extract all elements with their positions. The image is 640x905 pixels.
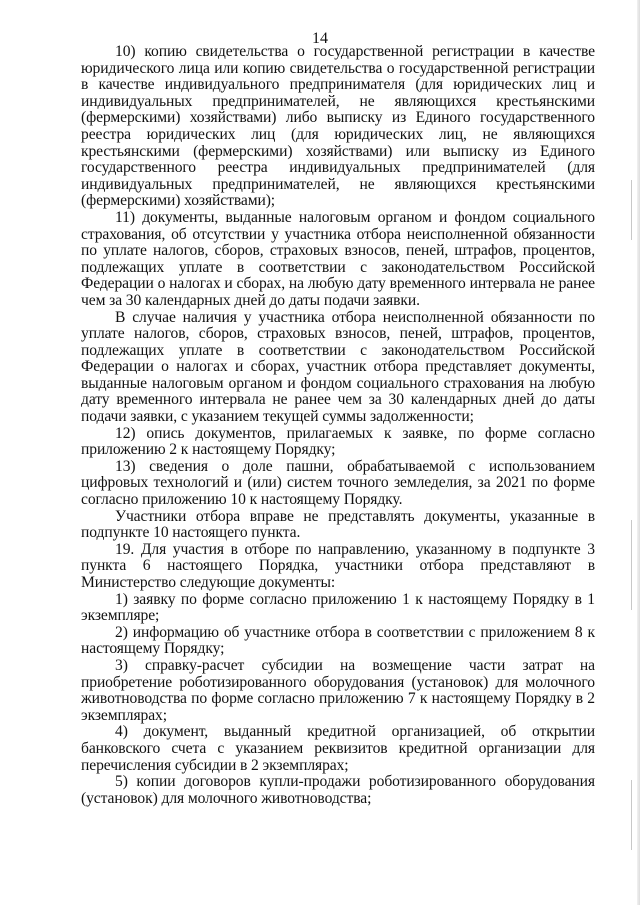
paragraph-19-item-3: 3) справку-расчет субсидии на возмещение части затрат на приобретение роботизированного оборудования (установок) для молочного животноводства по форме согласно приложению 7 к настоящему Порядку в 2 экземплярах; [81,656,595,724]
scan-edge-mark [631,520,632,610]
paragraph-item-12: 12) опись документов, прилагаемых к заявке, по форме согласно приложению 2 к настоящему Порядку; [81,424,595,459]
scan-edge-mark [631,180,632,240]
paragraph-19-item-2: 2) информацию об участнике отбора в соответствии с приложением 8 к настоящему Порядку; [81,623,595,658]
paragraph-19-item-4: 4) документ, выданный кредитной организацией, об открытии банковского счета с указанием реквизитов кредитной организации для перечисления субсидии в 2 экземплярах; [81,723,595,774]
document-body [81,44,595,807]
paragraph-19-item-5: 5) копии договоров купли-продажи роботизированного оборудования (установок) для молочного животноводства; [81,773,595,807]
paragraph-item-11: 11) документы, выданные налоговым органом и фондом социального страхования, об отсутствии у участника отбора неисполненной обязанности по уплате налогов, сборов, страховых взносов, пеней, штрафов, процентов, подлежащих уплате в соответствии с законодательством Российской Федерации о налогах и сборах, на любую дату временного интервала не ранее чем за 30 календарных дней до даты подачи заявки. [81,208,595,309]
paragraph-section-19: 19. Для участия в отборе по направлению, указанному в подпункте 3 пункта 6 настоящего Порядка, участники отбора представляют в Министерство следующие документы: [81,540,595,591]
paragraph-item-10: 10) копию свидетельства о государственной регистрации в качестве юридического лица или копию свидетельства о государственной регистрации в качестве индивидуального предпринимателя (для юридических лиц и индивидуальных предпринимателей, не являющихся крестьянскими (фермерскими) хозяйствами) либо выписку из Единого государственного реестра юридических лиц (для юридических лиц, не являющихся крестьянскими (фермерскими) хозяйствами) или выписку из Единого государственного реестра индивидуальных предпринимателей (для индивидуальных предпринимателей, не являющихся крестьянскими (фермерскими) хозяйствами); [81,43,595,210]
paragraph-19-item-1: 1) заявку по форме согласно приложению 1 к настоящему Порядку в 1 экземпляре; [81,590,595,625]
paragraph-optional-docs: Участники отбора вправе не представлять документы, указанные в подпункте 10 настоящего пункта. [81,507,595,542]
paragraph-item-13: 13) сведения о доле пашни, обрабатываемой с использованием цифровых технологий и (или) систем точного земледелия, за 2021 по форме согласно приложению 10 к настоящему Порядку. [81,457,595,509]
paragraph-debt-case: В случае наличия у участника отбора неисполненной обязанности по уплате налогов, сборов, страховых взносов, пеней, штрафов, процентов, подлежащих уплате в соответствии с законодательством Российской Федерации о налогах и сборах, участник отбора представляет документы, выданные налоговым органом и фондом социального страхования на любую дату временного интервала не ранее чем за 30 календарных дней до даты подачи заявки, с указанием текущей суммы задолженности; [81,308,595,426]
page-number: 14 [312,30,328,47]
scan-edge-mark [631,780,632,850]
